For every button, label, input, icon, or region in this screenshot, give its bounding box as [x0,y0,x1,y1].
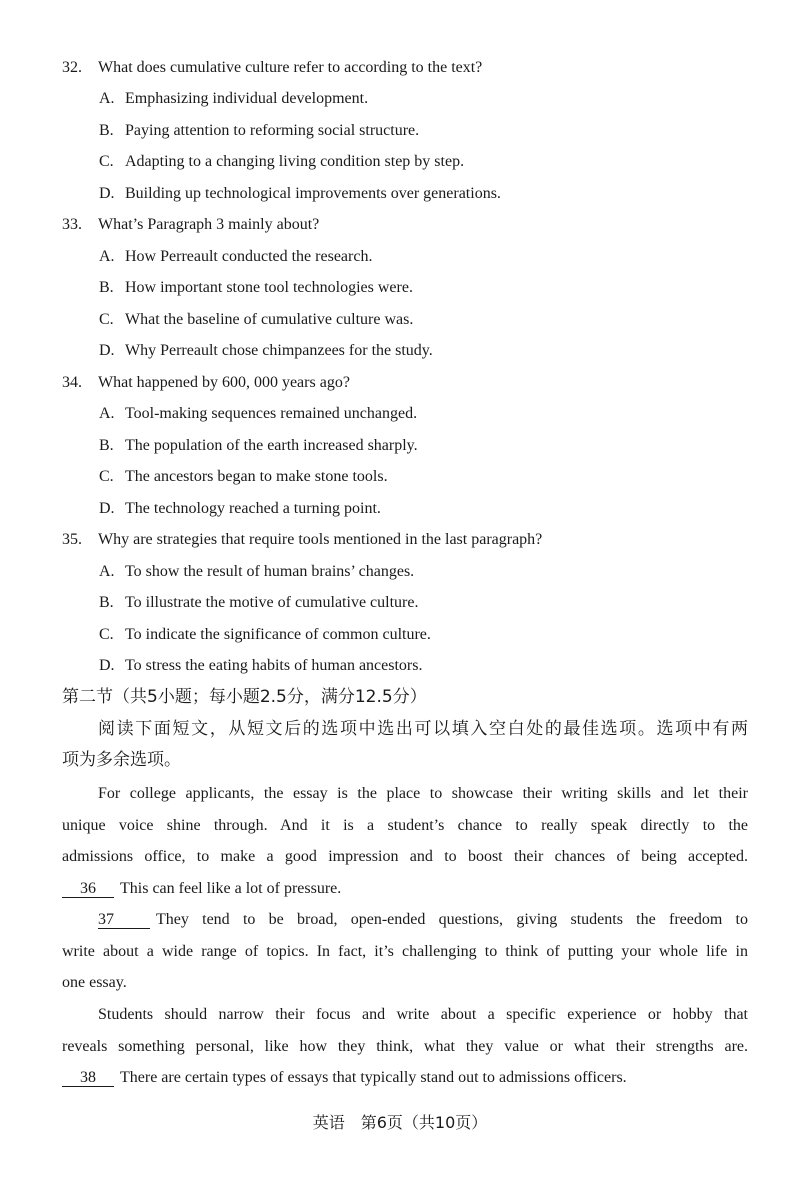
blank-38: 38 [62,1069,114,1087]
passage-line: write about a wide range of topics. In fact, it’s challenging to think of putting your whole life in [62,943,748,960]
option: A. To show the result of human brains’ changes. [99,563,415,580]
passage-line: 38 There are certain types of essays that typically stand out to admissions officers. [62,1068,627,1088]
question-stem: 34. What happened by 600, 000 years ago? [62,374,350,391]
option: C. What the baseline of cumulative culture was. [99,311,414,328]
option: D. Why Perreault chose chimpanzees for the study. [99,342,433,359]
section-instruction: 项为多余选项。 [62,750,181,770]
option: B. The population of the earth increased sharply. [99,437,418,454]
passage-line: For college applicants, the essay is the place to showcase their writing skills and let their [98,785,748,802]
passage-line: unique voice shine through. And it is a student’s chance to really speak directly to the [62,817,748,834]
section-heading: 第二节（共5小题；每小题2.5分，满分12.5分） [62,687,427,707]
option: D. Building up technological improvements over generations. [99,185,501,202]
option: B. How important stone tool technologies were. [99,279,413,296]
page-footer: 英语 第6页（共10页） [312,1113,488,1132]
option: B. Paying attention to reforming social structure. [99,122,420,139]
passage-line: 37 They tend to be broad, open-ended questions, giving students the freedom to [98,911,748,928]
passage-line: admissions office, to make a good impression and to boost their chances of being accepted. [62,848,748,865]
option: D. To stress the eating habits of human ancestors. [99,657,423,674]
passage-line: 36 This can feel like a lot of pressure. [62,879,341,899]
question-stem: 35. Why are strategies that require tools mentioned in the last paragraph? [62,531,543,548]
option: D. The technology reached a turning point. [99,500,381,517]
passage-line: reveals something personal, like how they think, what they value or what their strengths are. [62,1038,748,1055]
blank-37: 37 [98,911,150,929]
blank-36: 36 [62,880,114,898]
passage-line: Students should narrow their focus and write about a specific experience or hobby that [98,1006,748,1023]
option: A. Emphasizing individual development. [99,90,369,107]
passage-line: one essay. [62,974,127,991]
option: C. To indicate the significance of common culture. [99,626,431,643]
option: C. The ancestors began to make stone tools. [99,468,388,485]
option: A. How Perreault conducted the research. [99,248,373,265]
section-instruction: 阅读下面短文，从短文后的选项中选出可以填入空白处的最佳选项。选项中有两 [98,719,748,739]
question-stem: 33. What’s Paragraph 3 mainly about? [62,216,320,233]
option: B. To illustrate the motive of cumulative culture. [99,594,419,611]
option: A. Tool-making sequences remained unchanged. [99,405,418,422]
question-stem: 32. What does cumulative culture refer to according to the text? [62,59,483,76]
option: C. Adapting to a changing living condition step by step. [99,153,465,170]
